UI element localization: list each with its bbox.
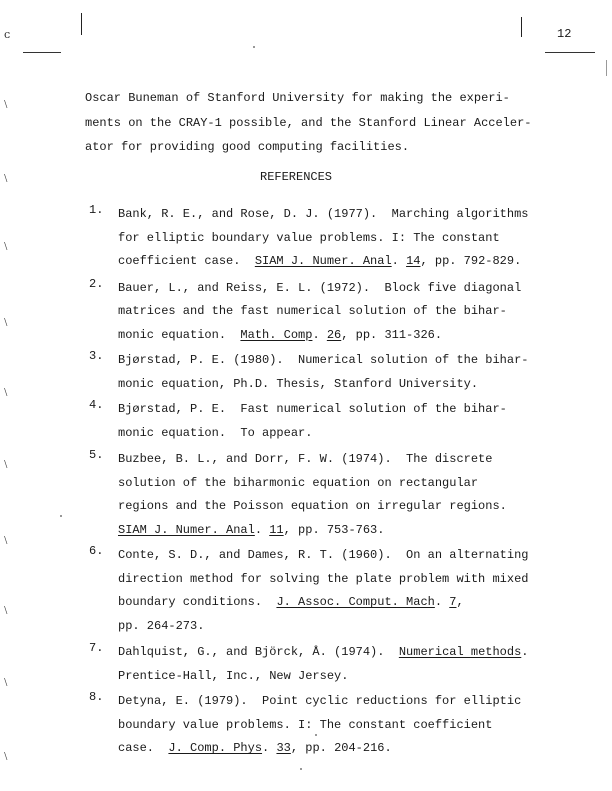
citation-text: . xyxy=(391,254,407,268)
reference-item xyxy=(89,641,569,688)
reference-line xyxy=(118,227,569,251)
reference-line xyxy=(118,591,569,615)
reference-line xyxy=(118,472,569,496)
acknowledgment-line: ments on the CRAY-1 possible, and the Stanford Linear Acceler- xyxy=(85,115,532,130)
reference-line xyxy=(118,641,569,665)
reference-line xyxy=(118,422,569,446)
reference-item xyxy=(89,690,569,761)
citation-text: solution of the biharmonic equation on rectangular xyxy=(118,475,479,490)
reference-line xyxy=(118,398,569,422)
scan-speck xyxy=(60,515,62,517)
citation-text: case. xyxy=(118,741,169,755)
binding-mark: ⧵ xyxy=(4,534,8,547)
reference-number: 8. xyxy=(89,690,104,704)
reference-line xyxy=(118,568,569,592)
reference-item xyxy=(89,448,569,542)
binding-mark: ⧵ xyxy=(4,172,8,185)
acknowledgment-line: Oscar Buneman of Stanford University for making the experi- xyxy=(85,91,510,105)
citation-text: . xyxy=(434,595,450,609)
reference-line xyxy=(118,300,569,324)
citation-text: . xyxy=(312,327,327,342)
citation-source: 33 xyxy=(276,741,291,755)
binding-mark: ⧵ xyxy=(4,604,8,617)
citation-text: , pp. 753-763. xyxy=(283,522,385,537)
binding-mark: ⧵ xyxy=(4,750,8,763)
citation-text: . xyxy=(521,645,529,659)
reference-item xyxy=(89,349,569,396)
citation-source: Numerical methods xyxy=(398,645,522,659)
scan-speck xyxy=(300,768,302,770)
citation-source: Math. Comp xyxy=(240,327,313,342)
citation-source: 7 xyxy=(449,595,457,609)
reference-line xyxy=(118,349,569,373)
citation-text: for elliptic boundary value problems. I: The constant xyxy=(118,230,500,245)
citation-source: 11 xyxy=(269,522,284,537)
reference-line xyxy=(118,324,569,348)
reference-line xyxy=(118,615,569,639)
citation-text: Conte, S. D., and Dames, R. T. (1960). On an alternating xyxy=(118,548,529,562)
citation-text: monic equation, Ph.D. Thesis, Stanford University. xyxy=(118,376,479,391)
binding-mark: ᴄ xyxy=(4,28,11,41)
binding-mark: ⧵ xyxy=(4,240,8,253)
right-edge-line xyxy=(606,60,607,76)
right-crop-mark xyxy=(521,17,522,37)
reference-item xyxy=(89,203,569,274)
reference-number: 7. xyxy=(89,641,104,655)
citation-text: direction method for solving the plate problem with mixed xyxy=(118,571,529,586)
binding-mark: ⧵ xyxy=(4,98,8,111)
acknowledgment-line: ator for providing good computing facilities. xyxy=(85,140,410,154)
reference-line xyxy=(118,665,569,689)
citation-text: monic equation. To appear. xyxy=(118,425,313,440)
left-crop-mark xyxy=(81,13,82,35)
reference-line xyxy=(118,737,569,761)
citation-text: . xyxy=(254,522,270,537)
scan-speck xyxy=(253,46,255,48)
reference-line xyxy=(118,714,569,738)
acknowledgment-paragraph xyxy=(85,86,555,160)
references-heading: REFERENCES xyxy=(260,170,333,184)
citation-source: SIAM J. Numer. Anal xyxy=(118,522,255,537)
citation-source: 14 xyxy=(406,254,421,268)
citation-text: Dahlquist, G., and Björck, Å. (1974). xyxy=(118,645,399,659)
citation-source: SIAM J. Numer. Anal xyxy=(254,254,392,268)
citation-text: coefficient case. xyxy=(118,254,255,268)
binding-mark: ⧵ xyxy=(4,458,8,471)
citation-source: J. Assoc. Comput. Mach xyxy=(276,595,435,609)
citation-text: Detyna, E. (1979). Point cyclic reductions for elliptic xyxy=(118,694,522,708)
reference-item xyxy=(89,544,569,638)
page-number: 12 xyxy=(557,27,572,41)
citation-text: , pp. 204-216. xyxy=(290,741,392,755)
reference-line xyxy=(118,495,569,519)
reference-number: 6. xyxy=(89,544,104,558)
reference-line xyxy=(118,250,569,274)
citation-text: regions and the Poisson equation on irregular regions. xyxy=(118,499,507,513)
reference-number: 4. xyxy=(89,398,104,412)
binding-mark: ⧵ xyxy=(4,386,8,399)
citation-text: boundary conditions. xyxy=(118,595,277,609)
citation-text: pp. 264-273. xyxy=(118,618,205,633)
references-list xyxy=(89,203,569,761)
reference-number: 5. xyxy=(89,448,104,462)
citation-text: boundary value problems. I: The constant coefficient xyxy=(118,717,493,732)
citation-text: , pp. 311-326. xyxy=(341,327,443,342)
citation-text: Bank, R. E., and Rose, D. J. (1977). Marching algorithms xyxy=(118,207,529,221)
citation-text: Bjørstad, P. E. Fast numerical solution of the bihar- xyxy=(118,402,507,416)
reference-number: 1. xyxy=(89,203,104,217)
citation-text: . xyxy=(262,741,277,755)
reference-number: 3. xyxy=(89,349,104,363)
reference-number: 2. xyxy=(89,276,104,291)
reference-item xyxy=(89,398,569,445)
citation-text: Buzbee, B. L., and Dorr, F. W. (1974). The discrete xyxy=(118,452,493,466)
citation-text: Bauer, L., and Reiss, E. L. (1972). Block five diagonal xyxy=(118,280,522,295)
reference-line xyxy=(118,544,569,568)
reference-line xyxy=(118,203,569,227)
reference-item xyxy=(89,277,569,348)
reference-line xyxy=(118,690,569,714)
reference-line xyxy=(118,373,569,397)
citation-text: , xyxy=(456,595,464,609)
binding-mark: ⧵ xyxy=(4,676,8,689)
right-top-rule xyxy=(545,52,595,53)
citation-text: matrices and the fast numerical solution of the bihar- xyxy=(118,304,507,318)
binding-mark: ⧵ xyxy=(4,316,8,329)
citation-source: 26 xyxy=(326,327,342,342)
reference-line xyxy=(118,448,569,472)
citation-source: J. Comp. Phys xyxy=(168,741,263,755)
citation-text: Bjørstad, P. E. (1980). Numerical solution of the bihar- xyxy=(118,353,529,367)
reference-line xyxy=(118,519,569,543)
citation-text: , pp. 792-829. xyxy=(420,254,522,268)
reference-line xyxy=(118,277,569,301)
citation-text: monic equation. xyxy=(118,327,241,342)
citation-text: Prentice-Hall, Inc., New Jersey. xyxy=(118,668,349,683)
left-top-rule xyxy=(23,52,61,53)
